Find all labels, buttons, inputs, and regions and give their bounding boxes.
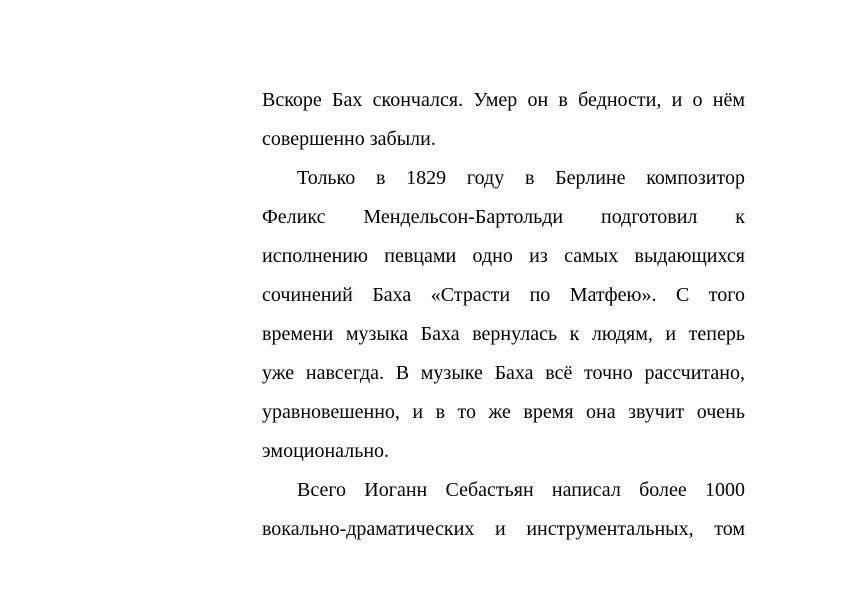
text-line: времени музыка Баха вернулась к людям, и теперь bbox=[262, 323, 745, 345]
text-line: уравновешенно, и в то же время она звучит очень bbox=[262, 401, 745, 423]
text-line: совершенно забыли. bbox=[262, 128, 436, 150]
text-line: сочинений Баха «Страсти по Матфею». С того bbox=[262, 284, 745, 306]
text-line: Феликс Мендельсон-Бартольди подготовил к bbox=[262, 206, 745, 228]
text-line: уже навсегда. В музыке Баха всё точно рассчитано, bbox=[262, 362, 745, 384]
text-line: вокально-драматических и инструментальных, том bbox=[262, 518, 745, 540]
text-line: эмоционально. bbox=[262, 440, 390, 462]
text-line: исполнению певцами одно из самых выдающихся bbox=[262, 245, 745, 267]
text-line: Вскоре Бах скончался. Умер он в бедности, и о нём bbox=[262, 89, 745, 111]
text-line: Только в 1829 году в Берлине композитор bbox=[297, 167, 745, 189]
text-line: Всего Иоганн Себастьян написал более 1000 bbox=[297, 479, 745, 501]
